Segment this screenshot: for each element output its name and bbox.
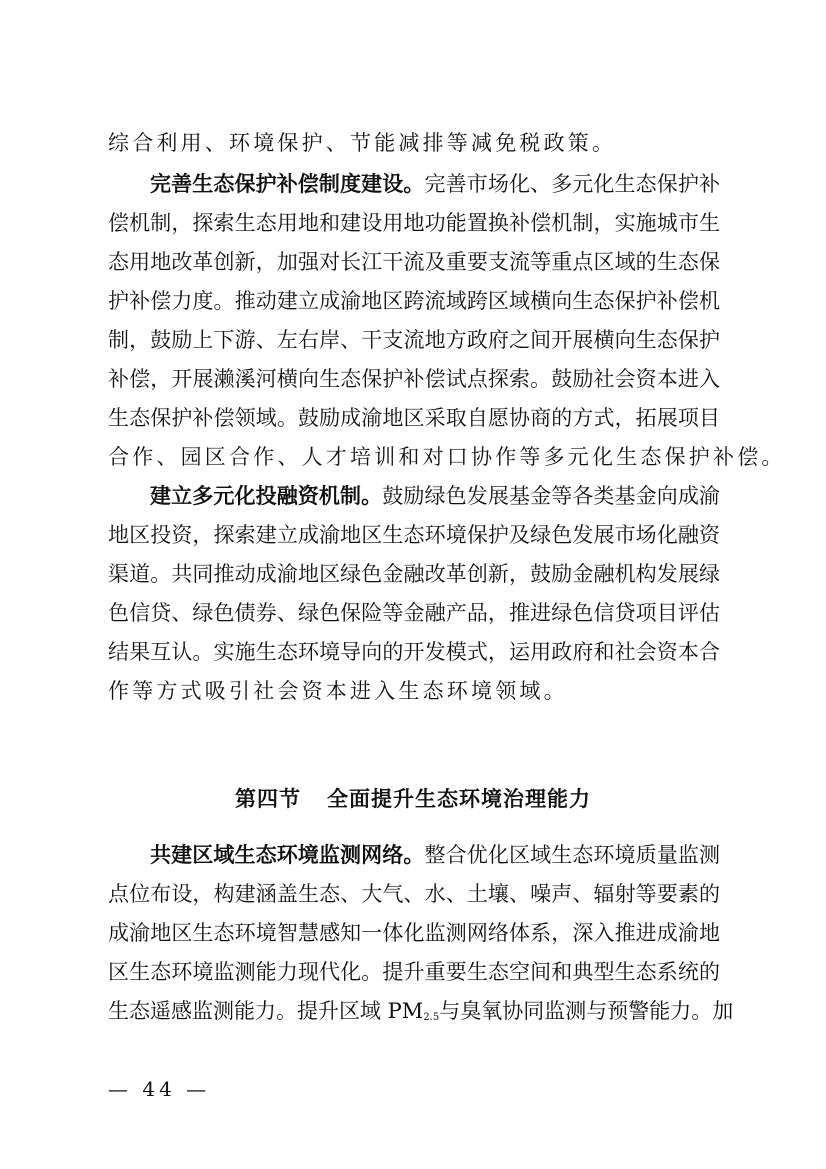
section-heading xyxy=(0,783,826,813)
bold-lead: 完善生态保护补偿制度建设。 xyxy=(150,172,425,196)
line-text: 结果互认。实施生态环境导向的开发模式，运用政府和社会资本合 xyxy=(108,640,720,664)
paragraph-line xyxy=(108,638,720,666)
paragraph-line xyxy=(108,365,720,393)
subscript: 2.5 xyxy=(423,1012,440,1023)
section-number: 第四节 xyxy=(235,787,301,811)
line-text: 补偿，开展濑溪河横向生态保护补偿试点探索。鼓励社会资本进入 xyxy=(108,367,720,391)
paragraph-line xyxy=(150,170,720,198)
paragraph-line xyxy=(150,841,720,869)
bold-lead: 共建区域生态环境监测网络。 xyxy=(150,843,425,867)
line-text: 区生态环境监测能力现代化。提升重要生态空间和典型生态系统的 xyxy=(108,960,720,984)
line-text: 生态遥感监测能力。提升区域 PM xyxy=(108,999,424,1023)
page-number: — 44 — xyxy=(108,1077,211,1101)
line-text: 渠道。共同推动成渝地区绿色金融改革创新，鼓励金融机构发展绿 xyxy=(108,562,720,586)
paragraph-line xyxy=(108,880,720,908)
line-text: 与臭氧协同监测与预警能力。加 xyxy=(439,999,734,1023)
line-text: 护补偿力度。推动建立成渝地区跨流域跨区域横向生态保护补偿机 xyxy=(108,289,720,313)
paragraph-line xyxy=(108,560,720,588)
paragraph-line xyxy=(108,209,720,237)
paragraph-line xyxy=(108,404,720,432)
line-text: 综合利用、环境保护、节能减排等减免税政策。 xyxy=(108,131,617,155)
line-text: 整合优化区域生态环境质量监测 xyxy=(424,843,720,867)
paragraph-line xyxy=(108,521,720,549)
line-text: 制，鼓励上下游、左右岸、干支流地方政府之间开展横向生态保护 xyxy=(108,328,720,352)
paragraph-line xyxy=(108,599,720,627)
line-text: 作等方式吸引社会资本进入生态环境领域。 xyxy=(108,679,568,703)
line-text: 偿机制，探索生态用地和建设用地功能置换补偿机制，实施城市生 xyxy=(108,211,720,235)
paragraph-line xyxy=(108,248,720,276)
paragraph-line xyxy=(108,287,720,315)
line-text: 成渝地区生态环境智慧感知一体化监测网络体系，深入推进成渝地 xyxy=(108,921,720,945)
paragraph-line xyxy=(108,958,720,986)
line-text: 鼓励绿色发展基金等各类基金向成渝 xyxy=(382,484,721,508)
paragraph-line xyxy=(108,129,720,157)
line-text: 点位布设，构建涵盖生态、大气、水、土壤、噪声、辐射等要素的 xyxy=(108,882,720,906)
paragraph-line xyxy=(108,326,720,354)
bold-lead: 建立多元化投融资机制。 xyxy=(150,484,383,508)
paragraph-line xyxy=(108,677,720,705)
line-text: 完善市场化、多元化生态保护补 xyxy=(424,172,720,196)
section-title: 全面提升生态环境治理能力 xyxy=(327,787,591,811)
line-text: 态用地改革创新，加强对长江干流及重要支流等重点区域的生态保 xyxy=(108,250,720,274)
line-text: 生态保护补偿领域。鼓励成渝地区采取自愿协商的方式，拓展项目 xyxy=(108,406,720,430)
line-text: 地区投资，探索建立成渝地区生态环境保护及绿色发展市场化融资 xyxy=(108,523,720,547)
paragraph-line xyxy=(150,482,720,510)
paragraph-line xyxy=(108,919,720,947)
paragraph-line xyxy=(108,443,786,471)
line-text: 色信贷、绿色债券、绿色保险等金融产品，推进绿色信贷项目评估 xyxy=(108,601,720,625)
paragraph-line xyxy=(108,997,734,1025)
line-text: 合作、园区合作、人才培训和对口协作等多元化生态保护补偿。 xyxy=(108,445,786,469)
